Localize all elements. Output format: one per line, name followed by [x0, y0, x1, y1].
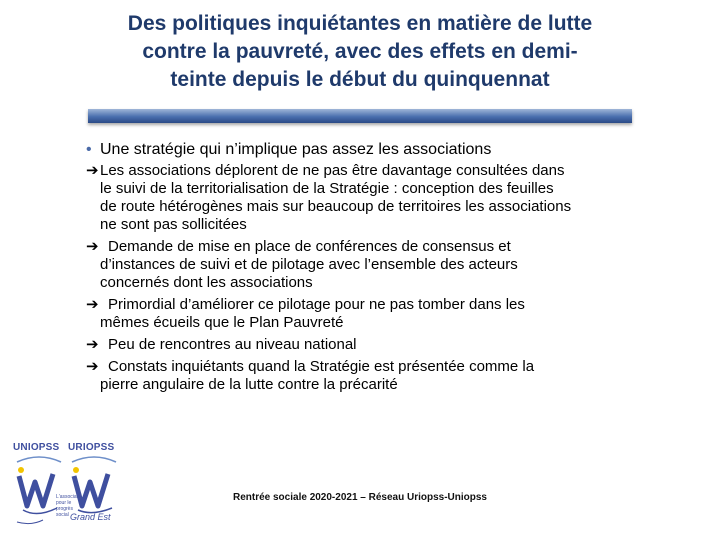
title-line: contre la pauvreté, avec des effets en demi- [142, 40, 578, 63]
arrow-right-icon: ➔ [86, 238, 99, 255]
arrow-item-text: Peu de rencontres au niveau national [108, 336, 357, 353]
arrow-item-text: d’instances de suivi et de pilotage avec l’ensemble des acteurs [100, 256, 518, 273]
arrow-right-icon: ➔ [86, 296, 99, 313]
arrow-right-icon: ➔ [86, 336, 99, 353]
main-bullet-text: Une stratégie qui n’implique pas assez les associations [100, 141, 492, 158]
slide-body [86, 140, 686, 398]
arrow-item [86, 162, 686, 234]
arrow-item-text: de route hétérogènes mais sur beaucoup de territoires les associations [100, 198, 572, 215]
arrow-item-text: Demande de mise en place de conférences de consensus et [108, 238, 511, 255]
logo-name: URIOPSS [68, 442, 115, 453]
logo-name: UNIOPSS [13, 442, 60, 453]
arrow-item-text: Primordial d’améliorer ce pilotage pour ne pas tomber dans les [108, 296, 525, 313]
logo-mark-icon [68, 454, 120, 514]
logo-tagline: L'associatif pour le progrès social [56, 494, 81, 518]
slide-footer: Rentrée sociale 2020-2021 – Réseau Uriopss-Uniopss [232, 492, 487, 503]
title-divider-bar [88, 109, 632, 123]
arrow-right-icon: ➔ [86, 358, 99, 375]
arrow-item-text: Les associations déplorent de ne pas être davantage consultées dans [100, 162, 565, 179]
arrow-item-text: le suivi de la territorialisation de la Stratégie : conception des feuilles [100, 180, 554, 197]
arrow-item-text: pierre angulaire de la lutte contre la précarité [100, 376, 398, 393]
arrow-item [86, 296, 686, 332]
arrow-item-text: concernés dont les associations [100, 274, 313, 291]
slide-title [80, 10, 640, 94]
title-line: Des politiques inquiétantes en matière de lutte [127, 12, 593, 35]
bullet-dot-icon: • [86, 141, 92, 158]
arrow-item [86, 358, 686, 394]
arrow-item [86, 336, 686, 354]
arrow-item-text: mêmes écueils que le Plan Pauvreté [100, 314, 344, 331]
arrow-right-icon: ➔ [86, 162, 99, 179]
arrow-item-text: ne sont pas sollicitées [100, 216, 247, 233]
arrow-item [86, 238, 686, 292]
main-bullet [86, 140, 686, 160]
arrow-item-text: Constats inquiétants quand la Stratégie est présentée comme la [108, 358, 535, 375]
logo-region: Grand Est [70, 512, 111, 522]
title-line: teinte depuis le début du quinquennat [170, 68, 550, 91]
